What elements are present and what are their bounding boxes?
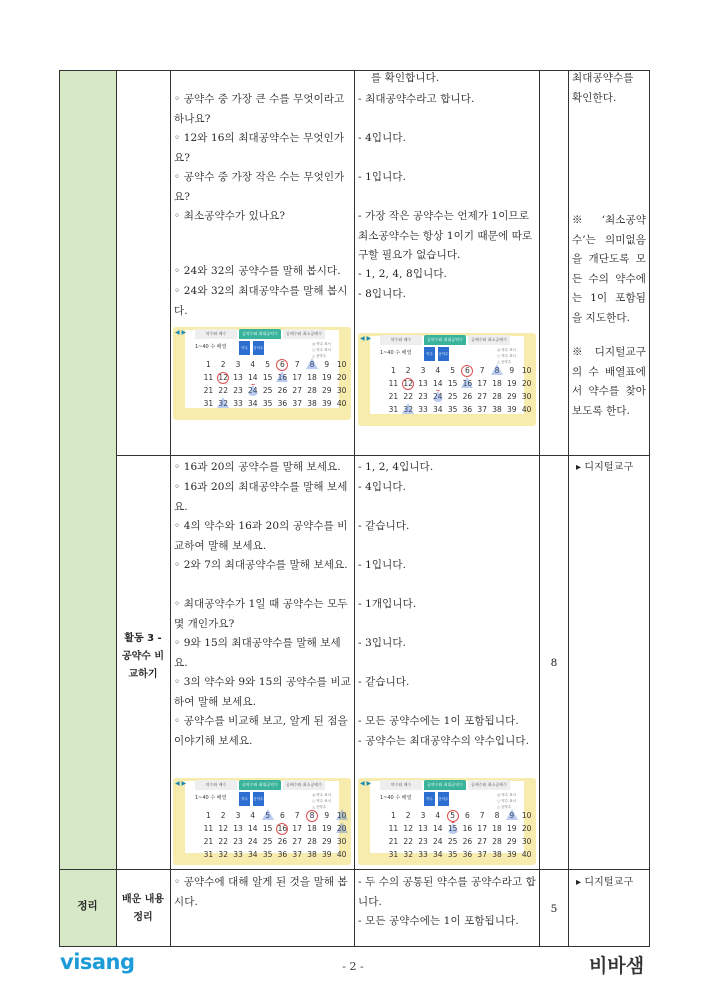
tool-button: 약수 찾기 — [239, 792, 250, 806]
tool-button: 공약수 찾기 — [253, 341, 264, 355]
number-grid — [386, 811, 534, 860]
grid-number: 17 — [292, 373, 302, 382]
grid-number: 12 — [216, 373, 231, 383]
grid-number: 18 — [492, 379, 502, 388]
grid-number: 25 — [262, 386, 273, 395]
grid-number: 35 — [447, 405, 458, 414]
nav-arrows-icon: ◀ ▶ — [175, 329, 187, 336]
question: ◦ 공약수 중 가장 큰 수를 무엇이라고 하나요? — [174, 93, 345, 125]
grid-number: 14 — [433, 379, 443, 388]
grid-number: 38 — [492, 405, 502, 414]
grid-number: 37 — [292, 850, 302, 859]
answer: - 1개입니다. — [358, 598, 417, 610]
tool-tab: 공약수와 최대공약수 — [424, 780, 466, 790]
answer: - 1, 2, 4, 8입니다. — [358, 268, 447, 280]
tool-tab: 약수와 배수 — [380, 335, 422, 345]
grid-number: 10 — [334, 811, 349, 821]
grid-number: 33 — [233, 850, 243, 859]
row1-answers — [358, 69, 536, 305]
grid-number: 38 — [307, 399, 317, 408]
grid-number: 7 — [479, 811, 485, 820]
grid-number: 22 — [218, 837, 228, 846]
answer: - 1, 2, 4입니다. — [358, 461, 434, 473]
grid-number: 27 — [292, 837, 302, 846]
grid-number: 12 — [401, 379, 416, 389]
digital-tool-screenshot — [358, 778, 536, 865]
grid-number: 20 — [336, 373, 347, 382]
row2-questions — [174, 458, 351, 751]
question: ◦ 16과 20의 공약수를 말해 보세요. — [174, 461, 341, 473]
grid-number: 2 — [216, 811, 231, 821]
grid-number: 5 — [450, 366, 455, 375]
grid-number: 3 — [416, 366, 431, 376]
number-grid — [201, 360, 349, 409]
grid-number: 13 — [418, 379, 428, 388]
grid-number: 40 — [521, 405, 532, 414]
grid-number: 13 — [418, 824, 428, 833]
grid-number: 40 — [336, 850, 347, 859]
grid-number: 11 — [203, 373, 214, 382]
grid-number: 28 — [307, 386, 317, 395]
grid-number: 24 — [433, 837, 443, 846]
grid-number: 2 — [401, 366, 416, 376]
grid-number: 10 — [521, 811, 532, 820]
grid-number: 36 — [462, 405, 473, 414]
grid-number: 28 — [492, 392, 502, 401]
grid-number: 22 — [218, 386, 228, 395]
answer: - 같습니다. — [358, 676, 410, 688]
summary-label — [118, 891, 168, 927]
answer: - 같습니다. — [358, 520, 410, 532]
note: ※ ‘최소공약수’는 의미없음을 개단도록 모든 수의 약수에는 1이 포함됨을 지도한다. — [572, 214, 646, 324]
grid-number: 28 — [492, 837, 502, 846]
grid-number: 25 — [447, 837, 458, 846]
grid-number: 16 — [460, 379, 475, 389]
grid-number: 29 — [507, 392, 517, 401]
grid-number: 37 — [292, 399, 302, 408]
grid-number: 30 — [521, 392, 532, 401]
tool-button: 공약수 찾기 — [438, 347, 449, 361]
grid-number: 24 — [245, 386, 260, 396]
grid-number: 4 — [430, 366, 445, 376]
row3-time: 5 — [550, 903, 558, 915]
tool-button: 공약수 찾기 — [438, 792, 449, 806]
grid-number: 34 — [248, 399, 258, 408]
tool-button: 약수 찾기 — [424, 792, 435, 806]
number-grid — [386, 366, 534, 415]
grid-number: 6 — [275, 360, 290, 370]
grid-number: 7 — [479, 366, 485, 375]
grid-number: 6 — [460, 366, 475, 376]
grid-number: 3 — [416, 811, 431, 821]
tool-tab: 공배수와 최소공배수 — [468, 335, 510, 345]
grid-number: 13 — [233, 373, 243, 382]
grid-number: 10 — [521, 366, 532, 375]
grid-number: 20 — [334, 824, 349, 834]
grid-number: 15 — [447, 379, 458, 388]
grid-number: 2 — [405, 811, 411, 820]
tool-legend: ◎ 약수 표시 ○ 약수 표시 △ 공약수 — [312, 793, 331, 809]
tool-heading: 1~40 수 배열 — [195, 344, 227, 350]
grid-number: 8 — [490, 366, 505, 376]
grid-number: 5 — [260, 811, 275, 821]
grid-number: 9 — [504, 811, 519, 821]
grid-number: 1 — [386, 366, 401, 376]
tool-tabs — [380, 335, 510, 345]
grid-number: 3 — [235, 811, 241, 820]
grid-number: 23 — [418, 392, 428, 401]
grid-number: 30 — [521, 837, 532, 846]
grid-number: 38 — [307, 850, 317, 859]
grid-number: 9 — [324, 811, 330, 820]
answer: - 모든 공약수에는 1이 포함됩니다. — [358, 715, 519, 727]
grid-number: 13 — [233, 824, 243, 833]
grid-number: 39 — [507, 850, 517, 859]
grid-number: 5 — [265, 360, 270, 369]
grid-number: 14 — [433, 824, 443, 833]
grid-number: 32 — [401, 405, 416, 415]
grid-number: 21 — [203, 837, 214, 846]
grid-number: 20 — [521, 379, 532, 388]
grid-number: 16 — [275, 373, 290, 383]
grid-number: 14 — [248, 373, 258, 382]
grid-number: 4 — [435, 811, 441, 820]
grid-number: 31 — [203, 850, 214, 859]
grid-number: 30 — [336, 837, 347, 846]
grid-number: 32 — [403, 850, 413, 859]
answer: - 두 수의 공통된 약수를 공약수라고 합니다. — [358, 876, 536, 908]
question: ◦ 공약수를 비교해 보고, 알게 된 점을 이야기해 보세요. — [174, 715, 348, 747]
question: ◦ 9와 15의 최대공약수를 말해 보세요. — [174, 637, 341, 669]
grid-number: 29 — [322, 837, 332, 846]
question: ◦ 16과 20의 최대공약수를 말해 보세요. — [174, 481, 348, 513]
answer: - 모든 공약수에는 1이 포함됩니다. — [358, 915, 519, 927]
grid-number: 26 — [462, 392, 473, 401]
grid-number: 26 — [277, 837, 288, 846]
tool-button: 약수 찾기 — [424, 347, 435, 361]
tool-tab: 공배수와 최소공배수 — [283, 329, 325, 339]
tool-tab: 공약수와 최대공약수 — [424, 335, 466, 345]
row2-time: 8 — [550, 657, 558, 669]
tool-tab: 공배수와 최소공배수 — [468, 780, 510, 790]
grid-number: 32 — [216, 399, 231, 409]
tool-tab: 약수와 배수 — [195, 780, 237, 790]
grid-number: 29 — [322, 386, 332, 395]
grid-number: 14 — [248, 824, 258, 833]
nav-arrows-icon: ◀ ▶ — [360, 335, 372, 342]
grid-number: 27 — [477, 392, 487, 401]
grid-number: 35 — [262, 399, 273, 408]
answer: - 1입니다. — [358, 559, 407, 571]
grid-number: 32 — [218, 850, 228, 859]
grid-number: 35 — [447, 850, 458, 859]
activity3-label-text: 활동 3 - 공약수 비교하기 — [121, 633, 165, 680]
digital-tool-screenshot — [173, 327, 351, 420]
grid-number: 23 — [418, 837, 428, 846]
grid-number: 15 — [262, 373, 273, 382]
grid-number: 12 — [403, 824, 413, 833]
tool-legend: ◎ 약수 표시 ○ 약수 표시 △ 공약수 — [497, 793, 516, 809]
activity3-label — [118, 630, 168, 684]
grid-number: 26 — [462, 837, 473, 846]
grid-number: 9 — [509, 366, 515, 375]
grid-number: 6 — [465, 811, 470, 820]
grid-number: 20 — [521, 824, 532, 833]
answer: - 1입니다. — [358, 171, 407, 183]
grid-number: 21 — [203, 386, 214, 395]
section-column-activity — [59, 70, 116, 869]
grid-number: 34 — [433, 850, 443, 859]
tool-heading: 1~40 수 배열 — [380, 795, 412, 801]
row1-notes — [572, 69, 646, 421]
grid-number: 33 — [418, 405, 428, 414]
tool-heading: 1~40 수 배열 — [380, 350, 412, 356]
grid-number: 19 — [507, 824, 517, 833]
grid-number: 40 — [336, 399, 347, 408]
grid-number: 31 — [203, 399, 214, 408]
grid-number: 18 — [492, 824, 502, 833]
grid-number: 24 — [430, 392, 445, 402]
grid-number: 36 — [462, 850, 473, 859]
tool-tab: 약수와 배수 — [380, 780, 422, 790]
question: ◦ 24와 32의 공약수를 말해 봅시다. — [174, 265, 341, 277]
grid-number: 35 — [262, 850, 273, 859]
grid-number: 11 — [388, 379, 399, 388]
answer: 를 확인합니다. — [371, 72, 440, 84]
bibasam-logo — [589, 951, 644, 978]
grid-number: 25 — [262, 837, 273, 846]
grid-number: 1 — [386, 811, 401, 821]
grid-number: 15 — [445, 824, 460, 834]
grid-number: 19 — [322, 373, 332, 382]
grid-number: 31 — [388, 850, 399, 859]
grid-number: 1 — [201, 360, 216, 370]
grid-number: 7 — [294, 360, 300, 369]
grid-number: 31 — [388, 405, 399, 414]
grid-number: 15 — [262, 824, 273, 833]
tool-tabs — [380, 780, 510, 790]
grid-number: 27 — [292, 386, 302, 395]
bibasam-logo-text: 비바샘 — [589, 955, 645, 977]
grid-number: 39 — [507, 405, 517, 414]
grid-number: 4 — [245, 811, 260, 821]
grid-number: 22 — [403, 392, 413, 401]
question: ◦ 24와 32의 최대공약수를 말해 봅시다. — [174, 285, 348, 317]
grid-number: 36 — [277, 850, 288, 859]
grid-number: 37 — [477, 850, 487, 859]
grid-number: 19 — [507, 379, 517, 388]
grid-number: 21 — [388, 837, 399, 846]
grid-number: 17 — [477, 379, 487, 388]
number-grid — [201, 811, 349, 860]
grid-number: 23 — [233, 837, 243, 846]
row2-note: ▸ 디지털교구 — [576, 462, 634, 473]
answer: - 가장 작은 공약수는 언제가 1이므로 최소공약수는 항상 1이기 때문에 따로 구할 필요가 없습니다. — [358, 210, 533, 261]
answer: - 3입니다. — [358, 637, 407, 649]
nav-arrows-icon: ◀ ▶ — [360, 780, 372, 787]
grid-number: 19 — [322, 824, 332, 833]
tool-tab: 공배수와 최소공배수 — [283, 780, 325, 790]
grid-number: 22 — [403, 837, 413, 846]
note: ※ 디지털교구의 수 배열표에서 약수를 찾아보도록 한다. — [572, 346, 646, 417]
tool-tabs — [195, 329, 325, 339]
grid-number: 11 — [388, 824, 399, 833]
grid-number: 7 — [294, 811, 300, 820]
grid-number: 28 — [307, 837, 317, 846]
grid-number: 24 — [248, 837, 258, 846]
grid-number: 6 — [280, 811, 285, 820]
answer: - 8입니다. — [358, 288, 407, 300]
page-number: - 2 - — [342, 960, 364, 973]
grid-number: 17 — [477, 824, 487, 833]
grid-number: 3 — [231, 360, 246, 370]
note: 최대공약수를 확인한다. — [572, 72, 634, 104]
digital-tool-screenshot — [358, 333, 536, 426]
grid-number: 1 — [201, 811, 216, 821]
grid-number: 33 — [233, 399, 243, 408]
grid-number: 23 — [233, 386, 243, 395]
grid-number: 38 — [492, 850, 502, 859]
grid-number: 40 — [521, 850, 532, 859]
answer: - 최대공약수라고 합니다. — [358, 93, 475, 105]
grid-number: 17 — [292, 824, 302, 833]
tool-button: 약수 찾기 — [239, 341, 250, 355]
grid-number: 5 — [445, 811, 460, 821]
question: ◦ 3의 약수와 9와 15의 공약수를 비교하여 말해 보세요. — [174, 676, 351, 708]
answer: - 4입니다. — [358, 481, 407, 493]
grid-number: 33 — [418, 850, 428, 859]
tool-legend: ◎ 약수 표시 ○ 약수 표시 △ 공약수 — [497, 348, 516, 364]
row1-questions — [174, 90, 351, 321]
grid-number: 11 — [203, 824, 214, 833]
tool-button: 공약수 찾기 — [253, 792, 264, 806]
summary-label-text: 배운 내용 정리 — [121, 894, 165, 923]
grid-number: 8 — [305, 360, 320, 370]
grid-number: 8 — [305, 811, 320, 821]
grid-number: 16 — [462, 824, 473, 833]
grid-number: 30 — [336, 386, 347, 395]
tool-tabs — [195, 780, 325, 790]
question: ◦ 공약수 중 가장 작은 수는 무엇인가요? — [174, 171, 345, 203]
grid-number: 2 — [216, 360, 231, 370]
tool-tab: 약수와 배수 — [195, 329, 237, 339]
grid-number: 39 — [322, 850, 332, 859]
question: ◦ 12와 16의 최대공약수는 무엇인가요? — [174, 132, 345, 164]
row3-note: ▸ 디지털교구 — [576, 877, 634, 888]
row2-answers — [358, 458, 536, 752]
grid-number: 16 — [275, 824, 290, 834]
question: ◦ 최소공약수가 있나요? — [174, 210, 286, 222]
grid-number: 36 — [277, 399, 288, 408]
visang-logo-text: visang — [60, 950, 135, 974]
answer: - 공약수는 최대공약수의 약수입니다. — [358, 735, 530, 747]
grid-number: 34 — [248, 850, 258, 859]
grid-number: 8 — [494, 811, 500, 820]
tool-tab: 공약수와 최대공약수 — [239, 329, 281, 339]
grid-number: 39 — [322, 399, 332, 408]
question: ◦ 최대공약수가 1일 때 공약수는 모두 몇 개인가요? — [174, 598, 348, 630]
nav-arrows-icon: ◀ ▶ — [175, 780, 187, 787]
grid-number: 34 — [433, 405, 443, 414]
tool-legend: ◎ 약수 표시 ○ 약수 표시 △ 공약수 — [312, 342, 331, 358]
answer: - 4입니다. — [358, 132, 407, 144]
grid-number: 29 — [507, 837, 517, 846]
grid-number: 27 — [477, 837, 487, 846]
grid-number: 4 — [245, 360, 260, 370]
row3-question: ◦ 공약수에 대해 알게 된 것을 말해 봅시다. — [174, 876, 348, 908]
question: ◦ 2와 7의 최대공약수를 말해 보세요. — [174, 559, 348, 571]
digital-tool-screenshot — [173, 778, 351, 865]
grid-number: 37 — [477, 405, 487, 414]
row3-answers — [358, 873, 536, 932]
grid-number: 18 — [307, 373, 317, 382]
grid-number: 9 — [324, 360, 330, 369]
grid-number: 18 — [307, 824, 317, 833]
grid-number: 21 — [388, 392, 399, 401]
grid-number: 25 — [447, 392, 458, 401]
tool-tab: 공약수와 최대공약수 — [239, 780, 281, 790]
summary-section-label: 정리 — [77, 900, 98, 912]
grid-number: 12 — [218, 824, 228, 833]
question: ◦ 4의 약수와 16과 20의 공약수를 비교하여 말해 보세요. — [174, 520, 348, 552]
grid-number: 26 — [277, 386, 288, 395]
tool-heading: 1~40 수 배열 — [195, 795, 227, 801]
grid-number: 10 — [336, 360, 347, 369]
